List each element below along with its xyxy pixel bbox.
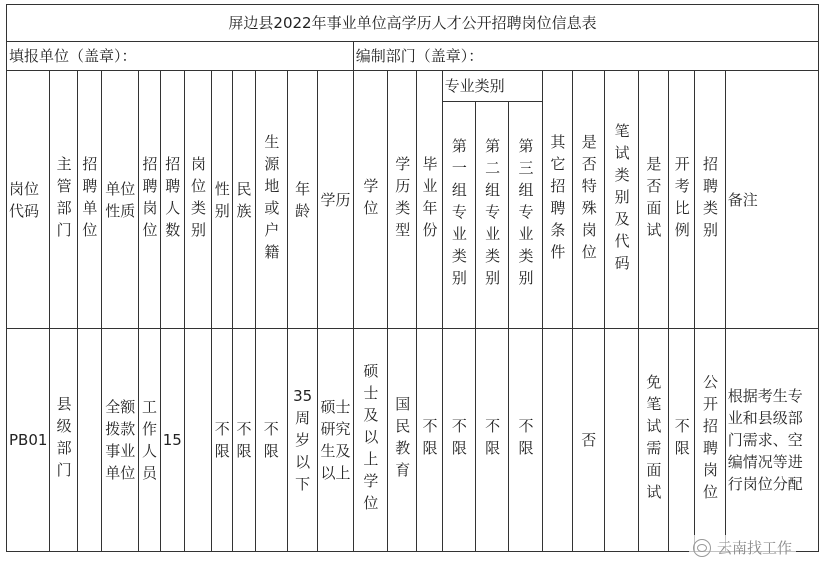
cell-interview: 免笔试需面试 [644, 374, 663, 506]
cell-edu-type: 国民教育 [393, 396, 412, 484]
watermark-text: 云南找工作 [716, 539, 792, 557]
cell-major-group-3: 不限 [516, 418, 535, 462]
cell-hiring-position: 工作人员 [139, 329, 160, 552]
cell-remarks: 根据考生专业和县级部门需求、空编情况等进行岗位分配 [725, 329, 818, 552]
cell-hiring-count: 15 [160, 329, 184, 552]
header-hiring-position: 招聘岗位 [140, 155, 159, 244]
header-supervisor-dept: 主管部门 [54, 155, 73, 244]
staff-dept-label: 编制部门（盖章）： [353, 42, 818, 71]
table-title: 屏边县2022年事业单位高学历人才公开招聘岗位信息表 [7, 5, 819, 42]
header-major-group-3: 第三组专业类别 [516, 138, 535, 292]
header-ethnicity: 民族 [233, 71, 255, 329]
header-major-category: 专业类别 [442, 71, 542, 102]
header-ratio: 开考比例 [672, 155, 691, 244]
cell-special-position: 否 [573, 329, 605, 552]
header-age: 年龄 [287, 71, 317, 329]
cell-origin: 不限 [255, 329, 287, 552]
fill-unit-label: 填报单位（盖章）： [7, 42, 354, 71]
cell-hiring-unit [77, 329, 101, 552]
header-gender: 性别 [212, 71, 233, 329]
wechat-icon [693, 539, 711, 557]
header-hiring-count: 招聘人数 [163, 155, 182, 244]
cell-exam-category [605, 329, 638, 552]
cell-ethnicity: 不限 [233, 329, 255, 552]
header-grad-year: 毕业年份 [420, 155, 439, 244]
cell-degree: 硕士及以上学位 [361, 363, 380, 517]
cell-hiring-category: 公开招聘岗位 [701, 374, 720, 506]
cell-major-group-1: 不限 [449, 418, 468, 462]
header-hiring-unit: 招聘单位 [80, 155, 99, 244]
header-other-conditions: 其它招聘条件 [548, 133, 567, 266]
header-special-position: 是否特殊岗位 [579, 133, 598, 266]
table-row [7, 329, 819, 552]
cell-position-code: PB01 [7, 329, 50, 552]
header-origin: 生源地或户籍 [262, 133, 281, 266]
cell-education: 硕士研究生及以上 [318, 329, 353, 552]
header-remarks: 备注 [725, 71, 818, 329]
header-major-group-1: 第一组专业类别 [449, 138, 468, 292]
cell-age: 35周岁以下 [287, 329, 317, 552]
header-edu-type: 学历类型 [393, 155, 412, 244]
job-table [6, 4, 819, 552]
header-degree: 学位 [361, 177, 380, 222]
cell-ratio: 不限 [672, 418, 691, 462]
cell-grad-year: 不限 [420, 418, 439, 462]
header-education: 学历 [318, 71, 353, 329]
header-hiring-category: 招聘类别 [701, 155, 720, 244]
cell-gender: 不限 [212, 329, 233, 552]
header-unit-nature: 单位性质 [102, 71, 139, 329]
header-exam-category: 笔试类别及代码 [612, 122, 631, 277]
cell-other-conditions [542, 329, 572, 552]
cell-unit-nature: 全额拨款事业单位 [102, 329, 139, 552]
header-position-category: 岗位类别 [189, 155, 208, 244]
cell-supervisor-dept: 县级部门 [54, 396, 73, 484]
cell-major-group-2: 不限 [483, 418, 502, 462]
cell-position-category [184, 329, 211, 552]
header-interview: 是否面试 [644, 155, 663, 244]
header-position-code: 岗位代码 [7, 71, 50, 329]
watermark [689, 535, 796, 560]
header-major-group-2: 第二组专业类别 [483, 138, 502, 292]
